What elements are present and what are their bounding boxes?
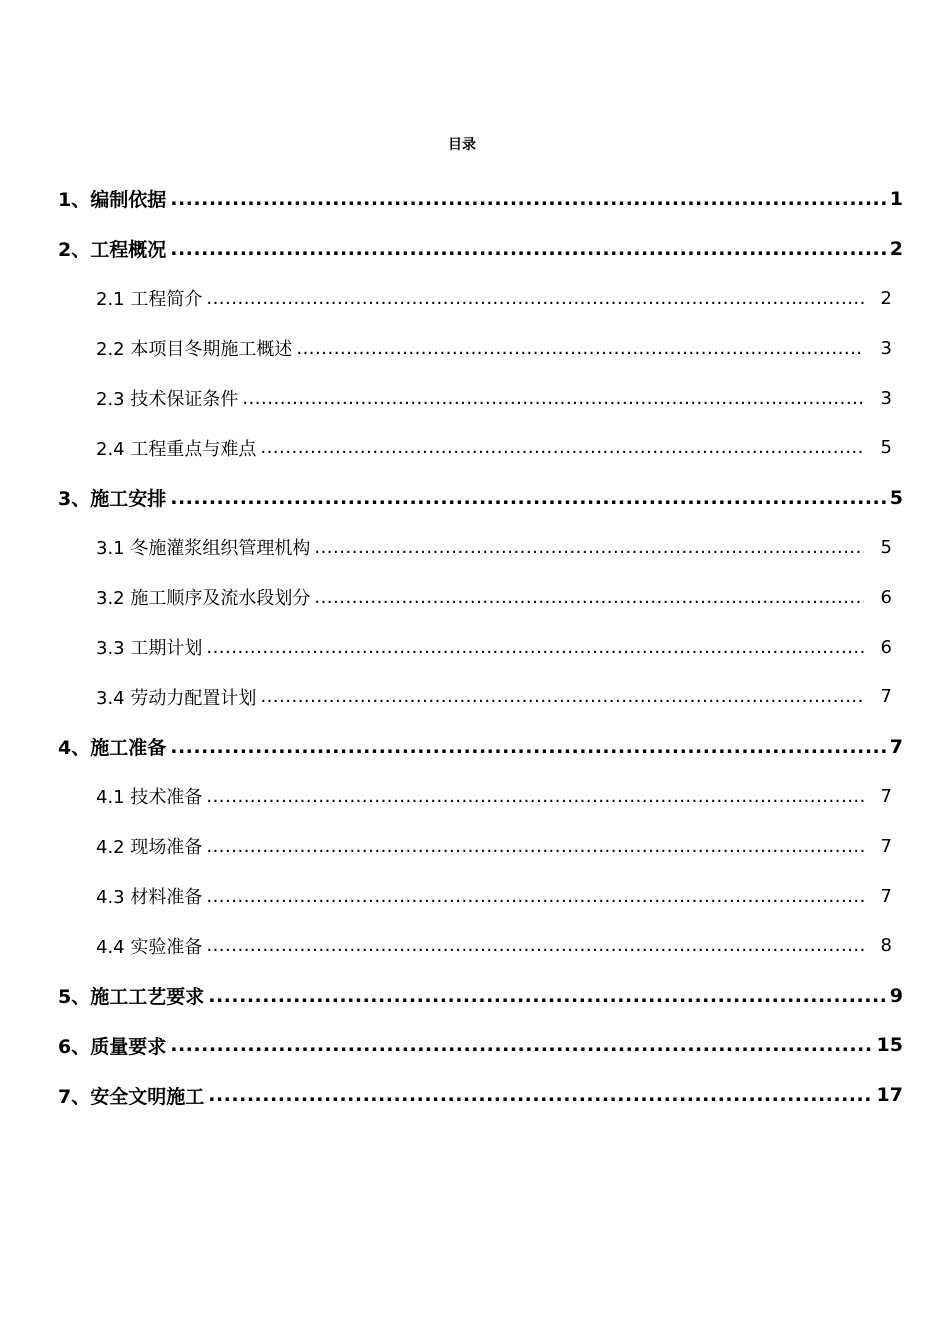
- toc-subentry[interactable]: [0, 323, 950, 373]
- toc-entry-page: 7: [880, 885, 892, 907]
- toc-entry[interactable]: [0, 1021, 950, 1071]
- toc-entry-page: 2: [880, 287, 892, 309]
- toc-entry-label: 4.3 材料准备: [96, 887, 203, 909]
- toc-subentry[interactable]: [0, 423, 950, 473]
- toc-entry-label: 3、施工安排: [58, 488, 167, 511]
- toc-entry-label: 5、施工工艺要求: [58, 986, 205, 1009]
- toc-entry-page: 15: [876, 1034, 903, 1057]
- toc-subentry[interactable]: [0, 772, 950, 822]
- toc-entry-page: 7: [880, 686, 892, 708]
- toc-entry-page: 5: [880, 437, 892, 459]
- table-of-contents: [0, 174, 950, 1120]
- toc-entry-page: 1: [889, 187, 903, 210]
- toc-dot-leader: [206, 836, 864, 857]
- toc-entry-page: 7: [880, 835, 892, 857]
- toc-entry-label: 2、工程概况: [58, 239, 167, 262]
- toc-dot-leader: [206, 637, 864, 658]
- toc-dot-leader: [170, 238, 886, 260]
- toc-entry-page: 6: [880, 636, 892, 658]
- toc-subentry[interactable]: [0, 523, 950, 573]
- toc-entry-page: 5: [889, 486, 903, 509]
- toc-entry-label: 4、施工准备: [58, 737, 167, 760]
- toc-dot-leader: [260, 437, 864, 458]
- toc-entry-page: 7: [889, 735, 903, 758]
- toc-subentry[interactable]: [0, 373, 950, 423]
- toc-entry[interactable]: [0, 174, 950, 224]
- toc-entry-label: 2.3 技术保证条件: [96, 389, 239, 411]
- toc-dot-leader: [206, 935, 864, 956]
- toc-dot-leader: [208, 985, 886, 1007]
- toc-entry-label: 2.1 工程简介: [96, 289, 203, 311]
- toc-entry[interactable]: [0, 473, 950, 523]
- toc-subentry[interactable]: [0, 274, 950, 324]
- toc-entry-label: 7、安全文明施工: [58, 1085, 205, 1108]
- toc-entry-page: 8: [880, 935, 892, 957]
- toc-dot-leader: [206, 886, 864, 907]
- toc-entry-page: 6: [880, 586, 892, 608]
- toc-entry-page: 3: [880, 337, 892, 359]
- toc-dot-leader: [206, 786, 864, 807]
- toc-entry-label: 6、质量要求: [58, 1035, 167, 1058]
- toc-entry-page: 5: [880, 536, 892, 558]
- toc-subentry[interactable]: [0, 622, 950, 672]
- toc-entry-label: 3.2 施工顺序及流水段划分: [96, 588, 311, 610]
- toc-dot-leader: [170, 487, 886, 509]
- toc-entry-label: 3.1 冬施灌浆组织管理机构: [96, 538, 311, 560]
- toc-dot-leader: [314, 537, 864, 558]
- toc-dot-leader: [170, 736, 886, 758]
- toc-entry-label: 1、编制依据: [58, 189, 167, 212]
- toc-dot-leader: [206, 288, 864, 309]
- toc-entry[interactable]: [0, 1070, 950, 1120]
- toc-entry-label: 3.4 劳动力配置计划: [96, 687, 257, 709]
- toc-entry-page: 9: [889, 984, 903, 1007]
- toc-entry[interactable]: [0, 971, 950, 1021]
- toc-dot-leader: [170, 188, 886, 210]
- toc-dot-leader: [242, 388, 864, 409]
- toc-subentry[interactable]: [0, 821, 950, 871]
- toc-entry-label: 2.2 本项目冬期施工概述: [96, 339, 293, 361]
- toc-entry-label: 3.3 工期计划: [96, 638, 203, 660]
- toc-subentry[interactable]: [0, 921, 950, 971]
- toc-subentry[interactable]: [0, 672, 950, 722]
- toc-dot-leader: [314, 587, 864, 608]
- toc-subentry[interactable]: [0, 871, 950, 921]
- toc-dot-leader: [170, 1034, 872, 1056]
- toc-entry-label: 4.1 技术准备: [96, 787, 203, 809]
- page-title: 目录: [448, 137, 476, 153]
- toc-entry-page: 2: [889, 237, 903, 260]
- toc-subentry[interactable]: [0, 572, 950, 622]
- toc-entry[interactable]: [0, 722, 950, 772]
- toc-entry[interactable]: [0, 224, 950, 274]
- toc-dot-leader: [296, 338, 864, 359]
- toc-entry-label: 2.4 工程重点与难点: [96, 438, 257, 460]
- toc-entry-page: 7: [880, 785, 892, 807]
- toc-dot-leader: [260, 686, 864, 707]
- toc-entry-page: 17: [876, 1084, 903, 1107]
- toc-entry-label: 4.4 实验准备: [96, 936, 203, 958]
- toc-dot-leader: [208, 1084, 872, 1106]
- toc-entry-page: 3: [880, 387, 892, 409]
- toc-entry-label: 4.2 现场准备: [96, 837, 203, 859]
